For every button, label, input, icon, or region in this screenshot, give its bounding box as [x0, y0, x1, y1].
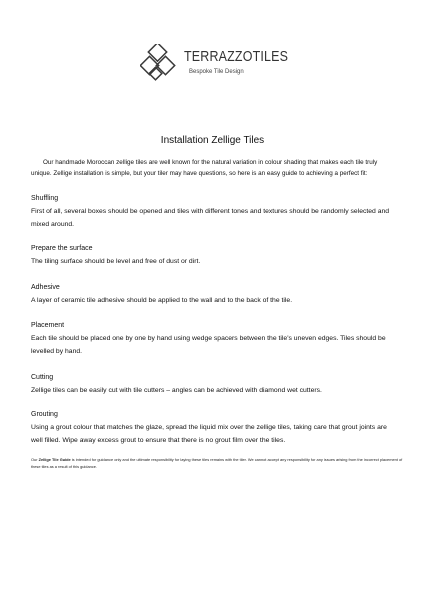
section-heading-cutting: Cutting	[31, 374, 54, 381]
brand-logo	[140, 44, 290, 84]
page-title: Installation Zellige Tiles	[160, 135, 265, 146]
brand-name: TERRAZZOTILES	[184, 49, 289, 65]
section-body-placement: Each tile should be placed one by one by hand using wedge spacers between the tile's uneven edges. Tiles should be levelled by hand.	[31, 335, 386, 355]
section-body-adhesive: A layer of ceramic tile adhesive should be applied to the wall and to the back of the tile.	[31, 297, 293, 304]
section-body-cutting: Zellige tiles can be easily cut with tile cutters – angles can be achieved with diamond wet cutters.	[31, 387, 322, 394]
brand-tagline: Bespoke Tile Design	[189, 69, 244, 75]
disclaimer-note	[31, 456, 403, 471]
section-heading-adhesive: Adhesive	[31, 284, 60, 291]
section-body-prepare-surface: The tiling surface should be level and free of dust or dirt.	[31, 258, 201, 265]
diamond-tiles-logo-icon	[140, 44, 182, 84]
disclaimer-prefix: Our	[31, 457, 39, 462]
disclaimer-text: is intended for guidance only and the ultimate responsibility for laying these tiles remains with the tiler. We cannot accept any responsibility for any issues arising from the incorrect placement of these tiles as a result of this guidance.	[31, 457, 403, 470]
section-heading-grouting: Grouting	[31, 411, 58, 418]
intro-paragraph: Our handmade Moroccan zellige tiles are well known for the natural variation in colour shading that makes each tile truly unique. Zellige installation is simple, but your tiler may have questions, so here is an easy guide to achieving a perfect fit:	[31, 159, 378, 177]
section-body-grouting: Using a grout colour that matches the glaze, spread the liquid mix over the zellige tiles, taking care that grout joints are well filled. Wipe away excess grout to ensure that there is no grout film over the tiles.	[31, 424, 387, 444]
disclaimer-guide-name: Zellige Tile Guide	[38, 457, 71, 462]
section-heading-prepare-surface: Prepare the surface	[31, 245, 93, 252]
section-heading-placement: Placement	[31, 322, 65, 329]
section-heading-shuffling: Shuffling	[31, 195, 59, 202]
section-body-shuffling: First of all, several boxes should be opened and tiles with different tones and textures should be randomly selected and mixed around.	[31, 208, 390, 228]
